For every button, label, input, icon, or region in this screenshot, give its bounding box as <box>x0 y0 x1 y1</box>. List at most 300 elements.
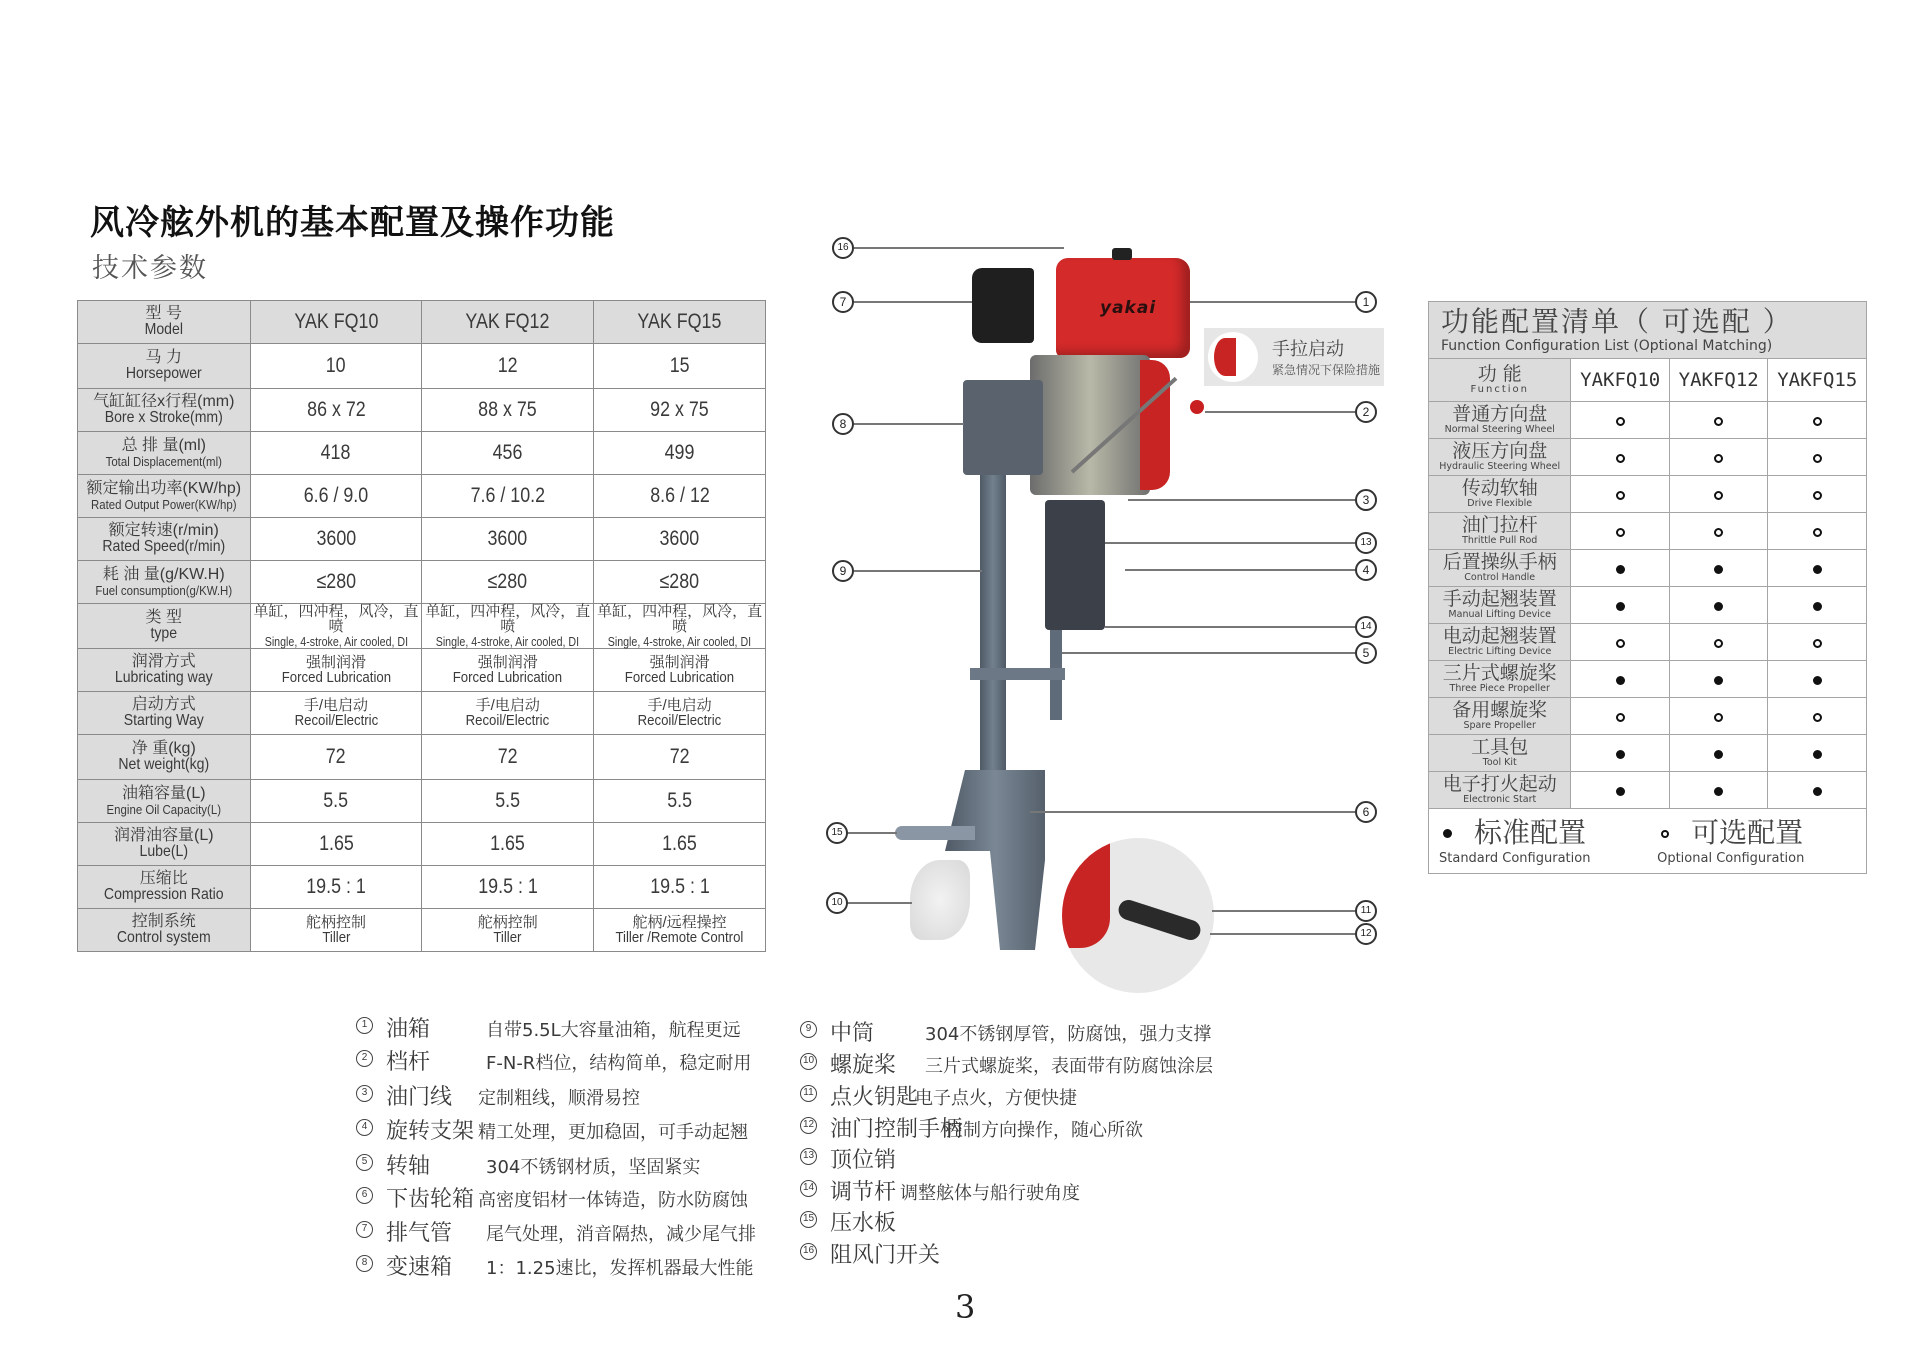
config-mark-cell <box>1768 624 1867 661</box>
function-row <box>1429 439 1867 476</box>
spec-value-cell: 3600 <box>594 518 766 561</box>
config-mark-cell <box>1669 439 1768 476</box>
leader-10 <box>847 902 912 904</box>
config-mark-cell <box>1768 735 1867 772</box>
leader-14 <box>1105 626 1355 628</box>
config-mark-cell <box>1669 735 1768 772</box>
label-en: Rated Output Power(KW/hp) <box>90 496 237 512</box>
spec-value-cell: 手/电启动 Recoil/Electric <box>594 692 766 735</box>
config-mark-cell <box>1768 439 1867 476</box>
function-row <box>1429 624 1867 661</box>
config-mark-cell <box>1669 513 1768 550</box>
part-description: 控制方向操作，随心所欲 <box>945 1120 1143 1141</box>
callout-6: 6 <box>1355 801 1377 823</box>
legend <box>1429 809 1867 874</box>
propeller <box>910 860 970 940</box>
part-number-badge: 3 <box>356 1085 373 1102</box>
spec-label-cell <box>78 301 251 344</box>
label-en: Lubricating way <box>114 669 213 686</box>
spec-value-cell: 19.5 : 1 <box>594 866 766 909</box>
part-description: 定制粗线，顺滑易控 <box>478 1088 640 1109</box>
legend-optional: 可选配置 Optional Configuration <box>1657 815 1805 866</box>
part-description: 精工处理，更加稳固，可手动起翘 <box>478 1122 748 1143</box>
config-mark-cell <box>1571 624 1670 661</box>
optional-circle-icon <box>1813 454 1822 463</box>
spec-label-cell <box>78 344 251 389</box>
spec-label-cell <box>78 432 251 475</box>
standard-dot-icon <box>1616 787 1625 796</box>
spec-value-cell: 舵柄控制 Tiller <box>422 909 594 952</box>
part-number-badge: 16 <box>800 1243 817 1260</box>
callout-5: 5 <box>1355 642 1377 664</box>
config-mark-cell <box>1571 661 1670 698</box>
callout-11: 11 <box>1355 900 1377 922</box>
config-mark-cell <box>1768 402 1867 439</box>
spec-row <box>78 909 766 952</box>
spec-value-cell: 15 <box>594 344 766 389</box>
spec-value-cell: 3600 <box>250 518 422 561</box>
standard-dot-icon <box>1714 565 1723 574</box>
part-number-badge: 8 <box>356 1255 373 1272</box>
spec-label-cell <box>78 866 251 909</box>
label-en: Control system <box>116 929 211 946</box>
optional-circle-icon <box>1616 639 1625 648</box>
fuel-cap <box>1112 248 1132 260</box>
spec-value-cell: 86 x 72 <box>250 389 422 432</box>
function-config-table <box>1428 301 1867 874</box>
callout-3: 3 <box>1355 489 1377 511</box>
part-description: 高密度铝材一体铸造，防水防腐蚀 <box>478 1190 748 1211</box>
config-mark-cell <box>1571 476 1670 513</box>
callout-16: 16 <box>832 237 854 259</box>
optional-circle-icon <box>1616 454 1625 463</box>
callout-7: 7 <box>832 291 854 313</box>
optional-circle-icon <box>1714 417 1723 426</box>
callout-13: 13 <box>1355 532 1377 554</box>
part-number-badge: 11 <box>800 1085 817 1102</box>
callout-12: 12 <box>1355 923 1377 945</box>
swivel-bracket <box>1045 500 1105 630</box>
spec-value-cell: ≤280 <box>250 561 422 604</box>
spec-label-cell <box>78 692 251 735</box>
part-number-badge: 6 <box>356 1187 373 1204</box>
spec-value-cell: 5.5 <box>422 780 594 823</box>
label-cn: 润滑方式 <box>131 652 196 670</box>
title-cn: 功能配置清单（ 可选配 ） <box>1441 305 1793 338</box>
config-mark-cell <box>1768 550 1867 587</box>
engine-block <box>1030 355 1150 495</box>
label-cn: 型 号 <box>145 304 182 322</box>
label-en: Compression Ratio <box>103 886 224 903</box>
label-cn: 控制系统 <box>131 912 196 930</box>
label-en: Engine Oil Capacity(L) <box>106 801 222 817</box>
spec-value-cell: 强制润滑 Forced Lubrication <box>250 649 422 692</box>
spec-label-cell <box>78 823 251 866</box>
label-cn: 马 力 <box>145 348 182 366</box>
part-number-badge: 15 <box>800 1211 817 1228</box>
config-mark-cell <box>1768 513 1867 550</box>
inset-engine-red <box>1062 838 1110 948</box>
spec-header-row <box>78 301 766 344</box>
spec-row <box>78 561 766 604</box>
config-mark-cell <box>1571 587 1670 624</box>
spec-value-cell: 88 x 75 <box>422 389 594 432</box>
label-cn: 启动方式 <box>131 695 196 713</box>
spec-label-cell <box>78 475 251 518</box>
model-col-header: YAKFQ10 <box>1571 359 1670 402</box>
callout-15: 15 <box>826 822 848 844</box>
spec-value-cell: 8.6 / 12 <box>594 475 766 518</box>
standard-dot-icon <box>1616 565 1625 574</box>
part-name: 档杆 <box>386 1050 431 1075</box>
leader-8 <box>854 423 964 425</box>
model-col-header: YAKFQ12 <box>1669 359 1768 402</box>
standard-dot-icon <box>1813 787 1822 796</box>
part-name: 油门线 <box>386 1085 453 1110</box>
label-cn: 压缩比 <box>139 869 188 887</box>
legend-row <box>1429 809 1867 874</box>
optional-circle-icon <box>1616 528 1625 537</box>
spec-value-cell: 499 <box>594 432 766 475</box>
spec-row <box>78 604 766 649</box>
title-en: Function Configuration List (Optional Matching) <box>1441 338 1773 354</box>
callout-2: 2 <box>1355 401 1377 423</box>
spec-value-cell: 单缸，四冲程，风冷，直喷 Single, 4-stroke, Air cooled, DI <box>422 604 594 649</box>
config-mark-cell <box>1571 439 1670 476</box>
optional-circle-icon <box>1714 528 1723 537</box>
spec-label-cell <box>78 780 251 823</box>
leader-9 <box>854 570 982 572</box>
leader-13 <box>1105 542 1355 544</box>
config-mark-cell <box>1571 402 1670 439</box>
label-cn: 油箱容量(L) <box>122 785 206 803</box>
function-label-cell: 普通方向盘 Normal Steering Wheel <box>1429 402 1571 439</box>
part-number-badge: 2 <box>356 1050 373 1067</box>
spec-row <box>78 389 766 432</box>
config-mark-cell <box>1669 661 1768 698</box>
part-name: 点火钥匙 <box>830 1085 919 1110</box>
function-table-title <box>1429 302 1867 359</box>
standard-dot-icon <box>1616 602 1625 611</box>
label-cn: 类 型 <box>145 608 182 626</box>
label-cn: 总 排 量(ml) <box>121 437 206 455</box>
part-name: 下齿轮箱 <box>386 1187 475 1212</box>
function-table-title-row <box>1429 302 1867 359</box>
function-row <box>1429 587 1867 624</box>
spec-value-cell: 19.5 : 1 <box>422 866 594 909</box>
config-mark-cell <box>1669 698 1768 735</box>
page-title: 风冷舷外机的基本配置及操作功能 <box>90 203 615 243</box>
callout-9: 9 <box>832 560 854 582</box>
spec-row <box>78 344 766 389</box>
function-row <box>1429 698 1867 735</box>
spec-table <box>77 300 766 952</box>
function-label-cell: 备用螺旋桨 Spare Propeller <box>1429 698 1571 735</box>
spec-row <box>78 780 766 823</box>
label-en: Model <box>144 321 183 338</box>
part-name: 阻风门开关 <box>830 1243 941 1268</box>
part-number-badge: 13 <box>800 1148 817 1165</box>
config-mark-cell <box>1571 772 1670 809</box>
label-en: Lube(L) <box>139 843 189 860</box>
standard-dot-icon <box>1714 787 1723 796</box>
tiller-handle <box>1116 897 1203 942</box>
config-mark-cell <box>1669 550 1768 587</box>
spec-value-cell: 456 <box>422 432 594 475</box>
config-mark-cell <box>1768 587 1867 624</box>
standard-dot-icon <box>1714 676 1723 685</box>
part-name: 中筒 <box>830 1021 875 1046</box>
spec-value-cell: 72 <box>594 735 766 780</box>
spec-value-cell: 72 <box>422 735 594 780</box>
function-label-cell: 液压方向盘 Hydraulic Steering Wheel <box>1429 439 1571 476</box>
callout-14: 14 <box>1355 616 1377 638</box>
spec-value-cell: 1.65 <box>594 823 766 866</box>
label-en: type <box>150 625 178 642</box>
page-number: 3 <box>955 1288 976 1326</box>
model-header-cell: YAK FQ12 <box>422 301 594 344</box>
part-number-badge: 10 <box>800 1053 817 1070</box>
part-name: 油门控制手柄 <box>830 1117 963 1142</box>
part-name: 转轴 <box>386 1154 431 1179</box>
function-label-cell: 电动起翘装置 Electric Lifting Device <box>1429 624 1571 661</box>
model-header-cell: YAK FQ15 <box>594 301 766 344</box>
function-row <box>1429 402 1867 439</box>
legend-standard: 标准配置 Standard Configuration <box>1439 815 1591 866</box>
part-number-badge: 12 <box>800 1117 817 1134</box>
spec-value-cell: 5.5 <box>250 780 422 823</box>
spec-value-cell: 强制润滑 Forced Lubrication <box>422 649 594 692</box>
part-description: 尾气处理，消音隔热，减少尾气排 <box>486 1224 756 1245</box>
section-subtitle: 技术参数 <box>92 253 208 284</box>
config-mark-cell <box>1571 513 1670 550</box>
part-number-badge: 5 <box>356 1154 373 1171</box>
part-name: 油箱 <box>386 1017 431 1042</box>
optional-circle-icon <box>1813 491 1822 500</box>
leader-1 <box>1190 301 1355 303</box>
function-label-cell: 三片式螺旋桨 Three Piece Propeller <box>1429 661 1571 698</box>
function-col-label: 功 能 Function <box>1429 359 1571 402</box>
part-number-badge: 7 <box>356 1221 373 1238</box>
function-label-cell: 后置操纵手柄 Control Handle <box>1429 550 1571 587</box>
spec-value-cell: 舵柄控制 Tiller <box>250 909 422 952</box>
optional-circle-icon <box>1714 454 1723 463</box>
label-en: Fuel consumption(g/KW.H) <box>95 582 233 598</box>
spec-value-cell: 12 <box>422 344 594 389</box>
leader-16 <box>854 247 1064 249</box>
part-name: 压水板 <box>830 1211 897 1236</box>
part-name: 旋转支架 <box>386 1119 475 1144</box>
spec-value-cell: 6.6 / 9.0 <box>250 475 422 518</box>
leader-5 <box>1062 652 1355 654</box>
config-mark-cell <box>1669 402 1768 439</box>
label-cn: 润滑油容量(L) <box>114 826 214 844</box>
model-header-cell: YAK FQ10 <box>250 301 422 344</box>
config-mark-cell <box>1669 587 1768 624</box>
callout-1: 1 <box>1355 291 1377 313</box>
config-mark-cell <box>1669 476 1768 513</box>
standard-dot-icon <box>1616 750 1625 759</box>
spec-value-cell: 手/电启动 Recoil/Electric <box>250 692 422 735</box>
config-mark-cell <box>1768 698 1867 735</box>
label-cn: 气缸缸径x行程(mm) <box>93 392 235 410</box>
label-en: Bore x Stroke(mm) <box>104 409 223 426</box>
spec-value-cell: ≤280 <box>594 561 766 604</box>
label-cn: 净 重(kg) <box>131 739 196 757</box>
spec-value-cell: 418 <box>250 432 422 475</box>
shift-knob <box>1190 400 1204 414</box>
part-description: 电子点火，方便快捷 <box>915 1088 1077 1109</box>
label-en: Net weight(kg) <box>118 756 210 773</box>
recoil-start-title: 手拉启动 <box>1272 339 1344 360</box>
standard-dot-icon <box>1813 565 1822 574</box>
spec-row <box>78 649 766 692</box>
spec-row <box>78 823 766 866</box>
spec-value-cell: 手/电启动 Recoil/Electric <box>422 692 594 735</box>
leader-4 <box>1125 569 1355 571</box>
config-mark-cell <box>1571 698 1670 735</box>
label-cn: 额定转速(r/min) <box>108 521 219 539</box>
function-row <box>1429 735 1867 772</box>
part-name: 排气管 <box>386 1221 453 1246</box>
part-description: 304不锈钢厚管，防腐蚀，强力支撑 <box>925 1024 1212 1045</box>
config-mark-cell <box>1768 476 1867 513</box>
optional-circle-icon <box>1661 830 1669 838</box>
spec-value-cell: 19.5 : 1 <box>250 866 422 909</box>
leader-15 <box>847 832 897 834</box>
label-en: Total Displacement(ml) <box>105 453 222 469</box>
spec-value-cell: 舵柄/远程操控 Tiller /Remote Control <box>594 909 766 952</box>
function-row <box>1429 661 1867 698</box>
callout-10: 10 <box>826 892 848 914</box>
model-col-header: YAKFQ15 <box>1768 359 1867 402</box>
gearbox <box>963 380 1043 475</box>
spec-value-cell: 10 <box>250 344 422 389</box>
part-name: 顶位销 <box>830 1148 897 1173</box>
part-description: 调整舷体与船行驶角度 <box>900 1183 1080 1204</box>
spec-row <box>78 432 766 475</box>
optional-circle-icon <box>1813 713 1822 722</box>
optional-circle-icon <box>1616 491 1625 500</box>
function-row <box>1429 550 1867 587</box>
spec-row <box>78 735 766 780</box>
config-mark-cell <box>1571 550 1670 587</box>
standard-dot-icon <box>1813 676 1822 685</box>
spec-value-cell: 强制润滑 Forced Lubrication <box>594 649 766 692</box>
part-name: 变速箱 <box>386 1255 453 1280</box>
part-number-badge: 1 <box>356 1017 373 1034</box>
spec-label-cell <box>78 735 251 780</box>
function-row <box>1429 513 1867 550</box>
config-mark-cell <box>1669 772 1768 809</box>
spec-label-cell <box>78 518 251 561</box>
spec-value-cell: 72 <box>250 735 422 780</box>
spec-label-cell <box>78 909 251 952</box>
function-label-cell: 工具包 Tool Kit <box>1429 735 1571 772</box>
spec-value-cell: 3600 <box>422 518 594 561</box>
spec-label-cell <box>78 604 251 649</box>
clamp-bar <box>970 668 1065 680</box>
optional-circle-icon <box>1813 639 1822 648</box>
part-name: 调节杆 <box>830 1180 897 1205</box>
optional-circle-icon <box>1714 639 1723 648</box>
brand-logo: yakai <box>1100 298 1157 318</box>
spec-label-cell <box>78 389 251 432</box>
config-mark-cell <box>1768 661 1867 698</box>
function-row <box>1429 772 1867 809</box>
part-number-badge: 4 <box>356 1119 373 1136</box>
anti-cavitation-plate <box>895 826 975 840</box>
optional-circle-icon <box>1616 417 1625 426</box>
function-label-cell: 手动起翘装置 Manual Lifting Device <box>1429 587 1571 624</box>
part-description: F-N-R档位，结构简单，稳定耐用 <box>486 1053 752 1074</box>
label-cn: 耗 油 量(g/KW.H) <box>102 566 225 584</box>
spec-row <box>78 518 766 561</box>
recoil-handle-icon <box>1214 338 1236 376</box>
spec-row <box>78 692 766 735</box>
spec-value-cell: 7.6 / 10.2 <box>422 475 594 518</box>
leader-12 <box>1210 933 1355 935</box>
leader-2 <box>1205 411 1355 413</box>
config-mark-cell <box>1768 772 1867 809</box>
standard-dot-icon <box>1813 750 1822 759</box>
leader-3 <box>1128 499 1355 501</box>
leader-11 <box>1212 910 1355 912</box>
leader-6 <box>1030 811 1355 813</box>
callout-8: 8 <box>832 413 854 435</box>
spec-value-cell: 1.65 <box>422 823 594 866</box>
config-mark-cell <box>1669 624 1768 661</box>
optional-circle-icon <box>1813 417 1822 426</box>
spec-row <box>78 475 766 518</box>
part-description: 三片式螺旋桨，表面带有防腐蚀涂层 <box>925 1056 1213 1077</box>
standard-dot-icon <box>1616 676 1625 685</box>
spec-value-cell: ≤280 <box>422 561 594 604</box>
function-label-cell: 油门拉杆 Thrittle Pull Rod <box>1429 513 1571 550</box>
exhaust-muffler <box>972 268 1034 343</box>
config-mark-cell <box>1571 735 1670 772</box>
part-number-badge: 14 <box>800 1180 817 1197</box>
standard-dot-icon <box>1714 602 1723 611</box>
function-label-cell: 传动软轴 Drive Flexible <box>1429 476 1571 513</box>
label-en: Starting Way <box>123 712 204 729</box>
function-col-header-row <box>1429 359 1867 402</box>
label-cn: 额定输出功率(KW/hp) <box>86 480 242 498</box>
standard-dot-icon <box>1813 602 1822 611</box>
recoil-start-subtitle: 紧急情况下保险措施 <box>1272 363 1381 377</box>
callout-4: 4 <box>1355 559 1377 581</box>
standard-dot-icon <box>1443 829 1452 838</box>
spec-row <box>78 866 766 909</box>
engine-side-red <box>1140 360 1170 490</box>
part-name: 螺旋桨 <box>830 1053 897 1078</box>
spec-label-cell <box>78 561 251 604</box>
mid-tube <box>980 475 1006 775</box>
spec-value-cell: 单缸，四冲程，风冷，直喷 Single, 4-stroke, Air cooled, DI <box>594 604 766 649</box>
label-en: Horsepower <box>125 365 202 382</box>
optional-circle-icon <box>1714 713 1723 722</box>
part-description: 304不锈钢材质，坚固紧实 <box>486 1157 701 1178</box>
part-description: 1：1.25速比，发挥机器最大性能 <box>486 1258 754 1279</box>
recoil-start-thumbnail <box>1208 332 1258 382</box>
spec-value-cell: 1.65 <box>250 823 422 866</box>
function-label-cell: 电子打火起动 Electronic Start <box>1429 772 1571 809</box>
function-row <box>1429 476 1867 513</box>
spec-label-cell <box>78 649 251 692</box>
label-en: Rated Speed(r/min) <box>102 538 226 555</box>
spec-value-cell: 单缸，四冲程，风冷，直喷 Single, 4-stroke, Air cooled, DI <box>250 604 422 649</box>
optional-circle-icon <box>1813 528 1822 537</box>
